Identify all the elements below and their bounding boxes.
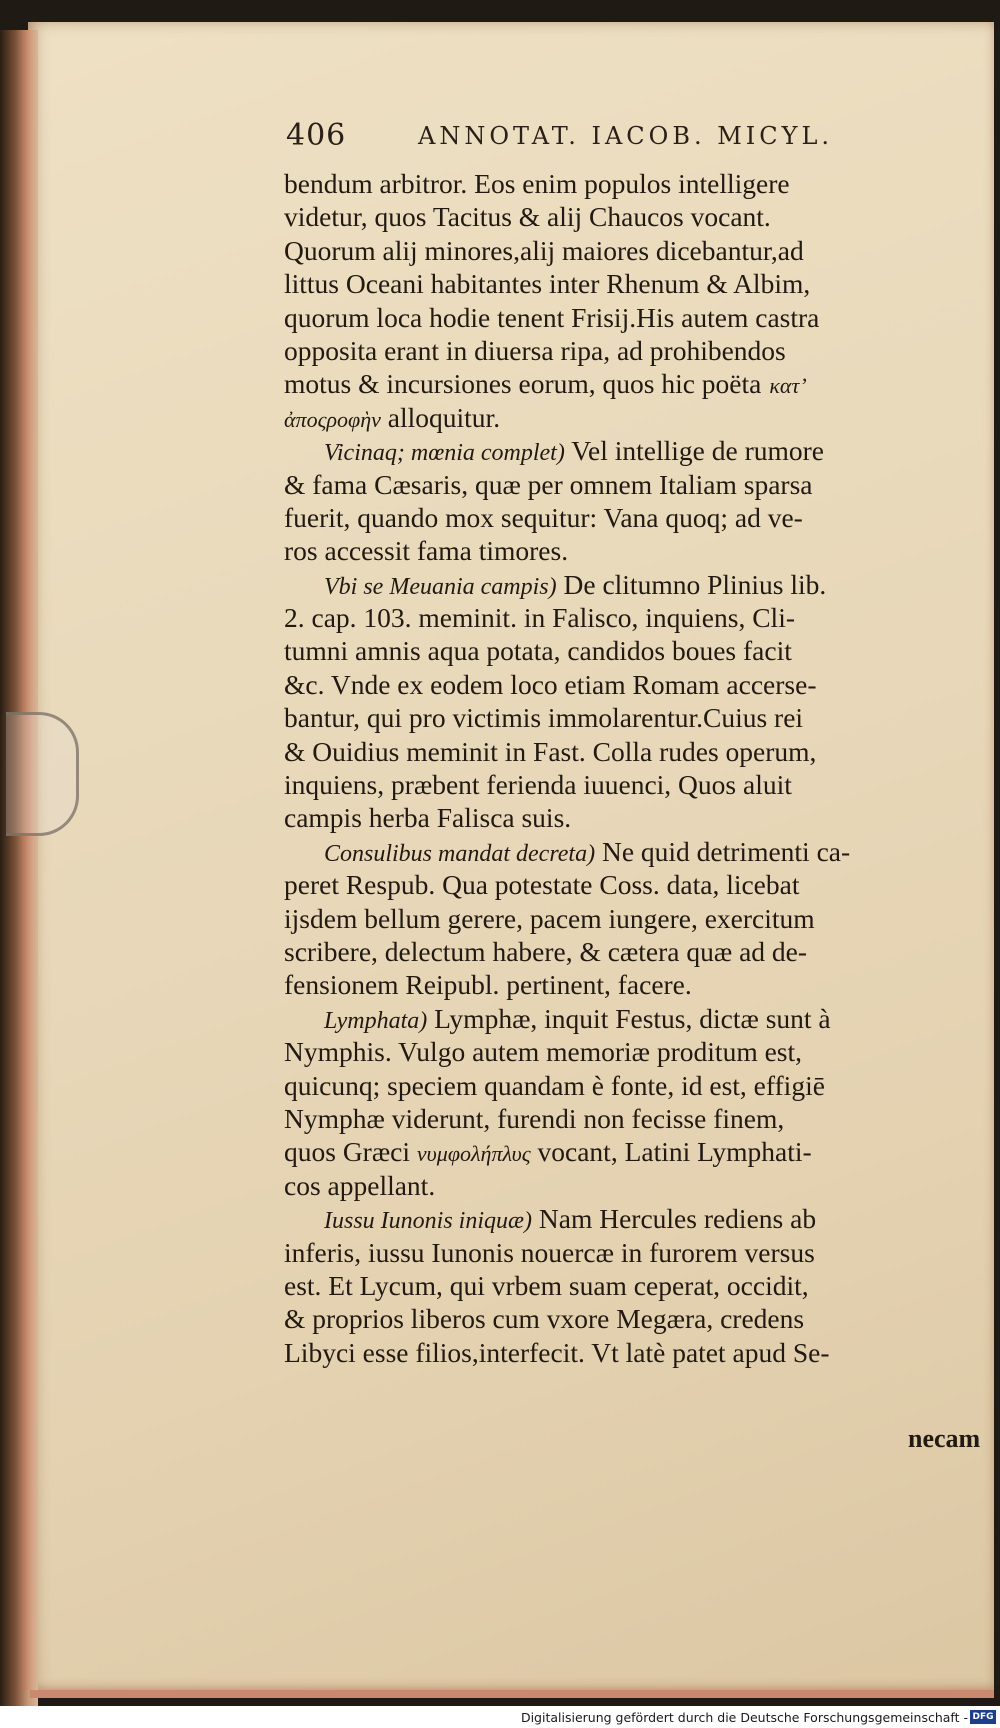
line-text: Nymphis. Vulgo autem memoriæ proditum est, — [284, 1036, 803, 1068]
text-line — [284, 1069, 984, 1102]
line-text: Quorum alij minores,alij maiores dicebantur,ad — [284, 234, 804, 266]
text-line — [284, 935, 984, 968]
lemma-text: Vicinaq; mœnia complet) — [324, 440, 565, 467]
line-text: quorum loca hodie tenent Frisij.His autem castra — [284, 301, 820, 333]
greek-text: νυμφολήπλυς — [416, 1141, 531, 1167]
text-line — [284, 1236, 984, 1269]
text-line — [284, 1102, 984, 1135]
line-text: inquiens, præbent ferienda iuuenci, Quos aluit — [284, 769, 792, 801]
text-line — [284, 267, 984, 300]
line-text: Nam Hercules rediens ab — [532, 1203, 817, 1235]
text-line — [284, 434, 984, 467]
text-line — [284, 568, 984, 601]
line-text: inferis, iussu Iunonis nouercæ in furorem versus — [284, 1236, 815, 1268]
text-line — [284, 735, 984, 768]
text-line — [284, 668, 984, 701]
text-line — [284, 701, 984, 734]
line-text: est. Et Lycum, qui vrbem suam ceperat, occidit, — [284, 1269, 809, 1301]
dfg-logo: DFG — [970, 1710, 996, 1724]
line-text: & proprios liberos cum vxore Megæra, credens — [284, 1303, 805, 1335]
text-line — [284, 902, 984, 935]
text-line — [284, 401, 984, 434]
line-text: alloquitur. — [380, 401, 501, 433]
line-text: ijsdem bellum gerere, pacem iungere, exercitum — [284, 902, 815, 934]
text-line — [284, 301, 984, 334]
line-text: peret Respub. Qua potestate Coss. data, licebat — [284, 869, 800, 901]
text-line — [284, 468, 984, 501]
line-text: opposita erant in diuersa ripa, ad prohibendos — [284, 334, 786, 366]
lemma-text: Iussu Iunonis iniquæ) — [324, 1208, 533, 1235]
line-text: Libyci esse filios,interfecit. Vt latè patet apud Se- — [284, 1336, 830, 1368]
text-line — [284, 835, 984, 868]
line-text: bendum arbitror. Eos enim populos intelligere — [284, 168, 790, 199]
text-line — [284, 1336, 984, 1369]
page-bottom-edge — [30, 1690, 994, 1698]
line-text: Lymphæ, inquit Festus, dictæ sunt à — [427, 1002, 831, 1034]
text-line — [284, 1302, 984, 1335]
line-text: De clitumno Plinius lib. — [556, 568, 827, 600]
greek-text: κατ’ — [769, 373, 807, 399]
text-line — [284, 801, 984, 834]
book-page — [28, 22, 994, 1694]
line-text: videtur, quos Tacitus & alij Chaucos vocant. — [284, 201, 771, 233]
text-line — [284, 768, 984, 801]
text-line — [284, 234, 984, 267]
text-line — [284, 1135, 984, 1168]
text-line — [284, 1035, 984, 1068]
text-line — [284, 200, 984, 233]
line-text: bantur, qui pro victimis immolarentur.Cuius rei — [284, 702, 804, 734]
greek-text: ἀποςροφὴν — [284, 406, 381, 432]
line-text: cos appellant. — [284, 1169, 436, 1201]
text-line — [284, 167, 984, 200]
line-text: quos Græci — [284, 1136, 417, 1168]
digitization-credit-bar — [0, 1706, 1000, 1728]
text-line — [284, 601, 984, 634]
text-line — [284, 1002, 984, 1035]
text-line — [284, 501, 984, 534]
text-line — [284, 1169, 984, 1202]
line-text: scribere, delectum habere, & cætera quæ ad de- — [284, 935, 808, 967]
line-text: &c. Vnde ex eodem loco etiam Romam accerse- — [284, 668, 817, 700]
line-text: littus Oceani habitantes inter Rhenum & Albim, — [284, 268, 811, 300]
funding-credit: Digitalisierung gefördert durch die Deutsche Forschungsgemeinschaft - — [520, 1710, 968, 1725]
line-text: motus & incursiones eorum, quos hic poëta — [284, 368, 762, 400]
line-text: & Ouidius meminit in Fast. Colla rudes operum, — [284, 735, 817, 767]
text-line — [284, 868, 984, 901]
text-line — [284, 634, 984, 667]
lemma-text: Consulibus mandat decreta) — [324, 840, 596, 867]
book-clasp — [6, 712, 79, 836]
running-head-title: ANNOTAT. IACOB. MICYL. — [418, 122, 834, 150]
text-line — [284, 334, 984, 367]
line-text: Nymphæ viderunt, furendi non fecisse finem, — [284, 1102, 785, 1134]
page-edge-stain — [22, 30, 34, 1690]
line-text: campis herba Falisca suis. — [284, 802, 572, 834]
page-number: 406 — [286, 118, 347, 153]
line-text: vocant, Latini Lymphati- — [530, 1136, 812, 1168]
line-text: & fama Cæsaris, quæ per omnem Italiam sparsa — [284, 468, 813, 500]
line-text: fensionem Reipubl. pertinent, facere. — [284, 969, 692, 1001]
line-text: tumni amnis aqua potata, candidos boues facit — [284, 635, 792, 667]
body-text — [284, 167, 984, 1369]
lemma-text: Lymphata) — [324, 1007, 428, 1034]
text-line — [284, 534, 984, 567]
line-text: Ne quid detrimenti ca- — [595, 835, 851, 867]
line-text: 2. cap. 103. meminit. in Falisco, inquiens, Cli- — [284, 602, 795, 634]
text-line — [284, 968, 984, 1001]
line-text: quicunq; speciem quandam è fonte, id est, effigiē — [284, 1069, 825, 1101]
line-text: fuerit, quando mox sequitur: Vana quoq; ad ve- — [284, 501, 803, 533]
text-line — [284, 367, 984, 400]
line-text: Vel intellige de rumore — [564, 435, 824, 467]
catchword: necam — [908, 1424, 981, 1453]
lemma-text: Vbi se Meuania campis) — [324, 573, 557, 600]
text-line — [284, 1202, 984, 1235]
text-line — [284, 1269, 984, 1302]
line-text: ros accessit fama timores. — [284, 535, 569, 567]
running-head — [28, 118, 994, 158]
